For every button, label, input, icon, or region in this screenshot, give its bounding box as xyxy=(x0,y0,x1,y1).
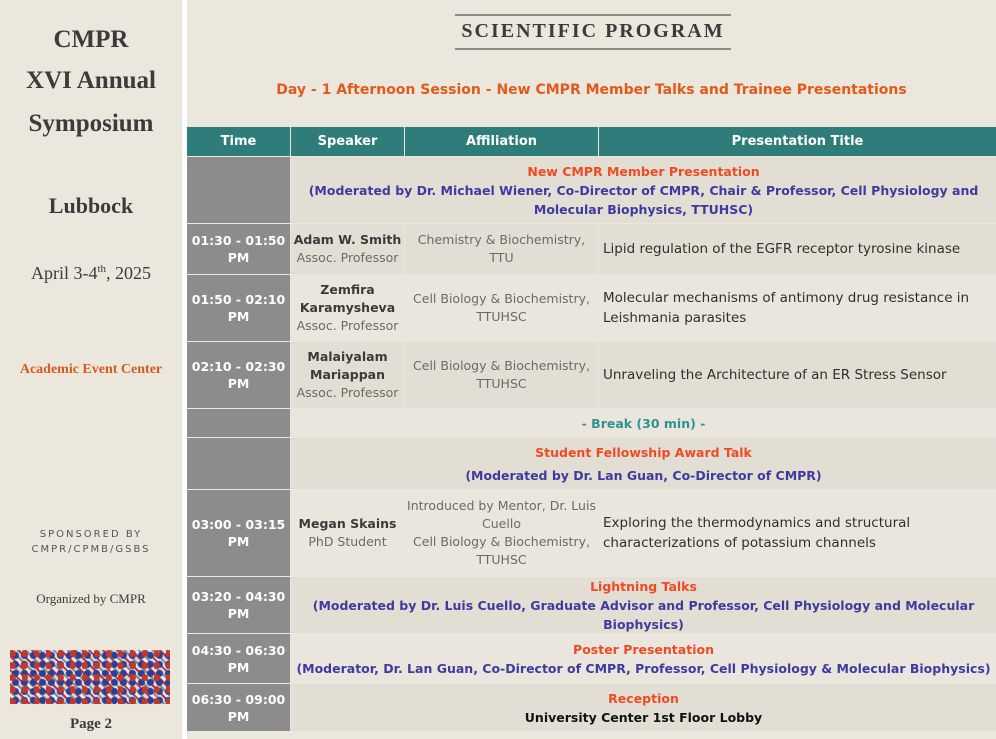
sponsor-block xyxy=(0,527,182,557)
sidebar xyxy=(0,0,182,739)
speaker-role: Assoc. Professor xyxy=(296,385,399,400)
time-cell: 03:20 - 04:30 PM xyxy=(187,577,290,633)
program-main xyxy=(187,0,996,739)
presentation-title-cell: Unraveling the Architecture of an ER Stress Sensor xyxy=(599,342,996,408)
time-cell: 04:30 - 06:30 PM xyxy=(187,634,290,683)
table-row xyxy=(187,342,996,408)
presentation-title-cell: Exploring the thermodynamics and structural characterizations of potassium channels xyxy=(599,490,996,576)
column-header-speaker: Speaker xyxy=(291,127,404,156)
symposium-title-line-1: CMPR xyxy=(53,26,129,53)
section-row-student-award xyxy=(187,438,996,489)
speaker-name: Megan Skains xyxy=(298,516,397,531)
table-row xyxy=(187,224,996,274)
table-header xyxy=(187,127,996,156)
speaker-name: Malaiyalam Mariappan xyxy=(307,349,388,382)
time-cell: 01:50 - 02:10 PM xyxy=(187,275,290,341)
date-prefix: April 3-4 xyxy=(30,263,98,283)
section-cell xyxy=(291,684,996,731)
section-cell xyxy=(291,438,996,489)
time-cell: 01:30 - 01:50 PM xyxy=(187,224,290,274)
speaker-cell xyxy=(291,224,404,274)
section-moderator: (Moderated by Dr. Michael Wiener, Co-Director of CMPR, Chair & Professor, Cell Physiology and Molecular Biophysics, TTUHSC) xyxy=(308,182,979,217)
column-header-affiliation: Affiliation xyxy=(405,127,598,156)
session-title: Day - 1 Afternoon Session - New CMPR Member Talks and Trainee Presentations xyxy=(276,82,907,98)
date-suffix: , 2025 xyxy=(106,263,152,283)
section-heading: Reception xyxy=(608,690,679,706)
section-moderator: (Moderator, Dr. Lan Guan, Co-Director of CMPR, Professor, Cell Physiology & Molecular Biophysics) xyxy=(296,660,991,676)
time-cell-empty xyxy=(187,438,290,489)
reception-row xyxy=(187,684,996,731)
speaker-role: PhD Student xyxy=(308,534,387,549)
speaker-role: Assoc. Professor xyxy=(296,318,399,333)
page-number: Page 2 xyxy=(69,716,113,732)
presentation-title-cell: Molecular mechanisms of antimony drug resistance in Leishmania parasites xyxy=(599,275,996,341)
time-cell-empty xyxy=(187,409,290,437)
section-heading: Student Fellowship Award Talk xyxy=(535,444,752,460)
poster-row xyxy=(187,634,996,683)
symposium-city: Lubbock xyxy=(48,193,134,218)
table-row xyxy=(187,490,996,576)
symposium-title-line-3: Symposium xyxy=(28,110,154,137)
section-moderator: (Moderated by Dr. Lan Guan, Co-Director of CMPR) xyxy=(465,467,822,483)
speaker-name: Adam W. Smith xyxy=(293,232,402,247)
mentor-intro: Introduced by Mentor, Dr. Luis Cuello xyxy=(407,498,596,531)
speaker-cell xyxy=(291,275,404,341)
section-heading: Lightning Talks xyxy=(590,578,697,594)
section-row-new-member xyxy=(187,157,996,223)
affiliation-cell: Chemistry & Biochemistry, TTU xyxy=(405,224,598,274)
affiliation-cell xyxy=(405,490,598,576)
time-cell-empty xyxy=(187,157,290,223)
speaker-cell xyxy=(291,342,404,408)
affiliation-cell: Cell Biology & Biochemistry, TTUHSC xyxy=(405,342,598,408)
reception-location: University Center 1st Floor Lobby xyxy=(524,709,763,725)
time-cell: 06:30 - 09:00 PM xyxy=(187,684,290,731)
presentation-title-cell: Lipid regulation of the EGFR receptor tyrosine kinase xyxy=(599,224,996,274)
affiliation-cell: Cell Biology & Biochemistry, TTUHSC xyxy=(405,275,598,341)
section-moderator: (Moderated by Dr. Luis Cuello, Graduate Advisor and Professor, Cell Physiology and Molecular Biophysics) xyxy=(312,597,975,632)
speaker-name: Zemfira Karamysheva xyxy=(299,282,396,315)
table-row xyxy=(187,275,996,341)
section-cell xyxy=(291,157,996,223)
break-label: - Break (30 min) - xyxy=(291,409,996,437)
sponsor-label: SPONSORED BY xyxy=(39,529,143,540)
speaker-cell xyxy=(291,490,404,576)
symposium-title-line-2: XVI Annual xyxy=(26,67,156,94)
affiliation-text: Cell Biology & Biochemistry, TTUHSC xyxy=(413,534,590,567)
section-cell xyxy=(291,634,996,683)
time-cell: 02:10 - 02:30 PM xyxy=(187,342,290,408)
section-cell xyxy=(291,577,996,633)
symposium-date xyxy=(0,263,182,284)
break-row xyxy=(187,409,996,437)
sponsor-names: CMPR/CPMB/GSBS xyxy=(31,544,151,555)
speaker-role: Assoc. Professor xyxy=(296,250,399,265)
symposium-venue: Academic Event Center xyxy=(19,362,163,377)
group-photo-image xyxy=(10,650,170,704)
date-superscript: th xyxy=(97,263,107,275)
section-heading: Poster Presentation xyxy=(573,641,714,657)
time-cell: 03:00 - 03:15 PM xyxy=(187,490,290,576)
column-header-time: Time xyxy=(187,127,290,156)
program-title: SCIENTIFIC PROGRAM xyxy=(455,14,731,50)
organizer: Organized by CMPR xyxy=(36,591,146,606)
lightning-talks-row xyxy=(187,577,996,633)
section-heading: New CMPR Member Presentation xyxy=(527,163,760,179)
column-header-title: Presentation Title xyxy=(599,127,996,156)
